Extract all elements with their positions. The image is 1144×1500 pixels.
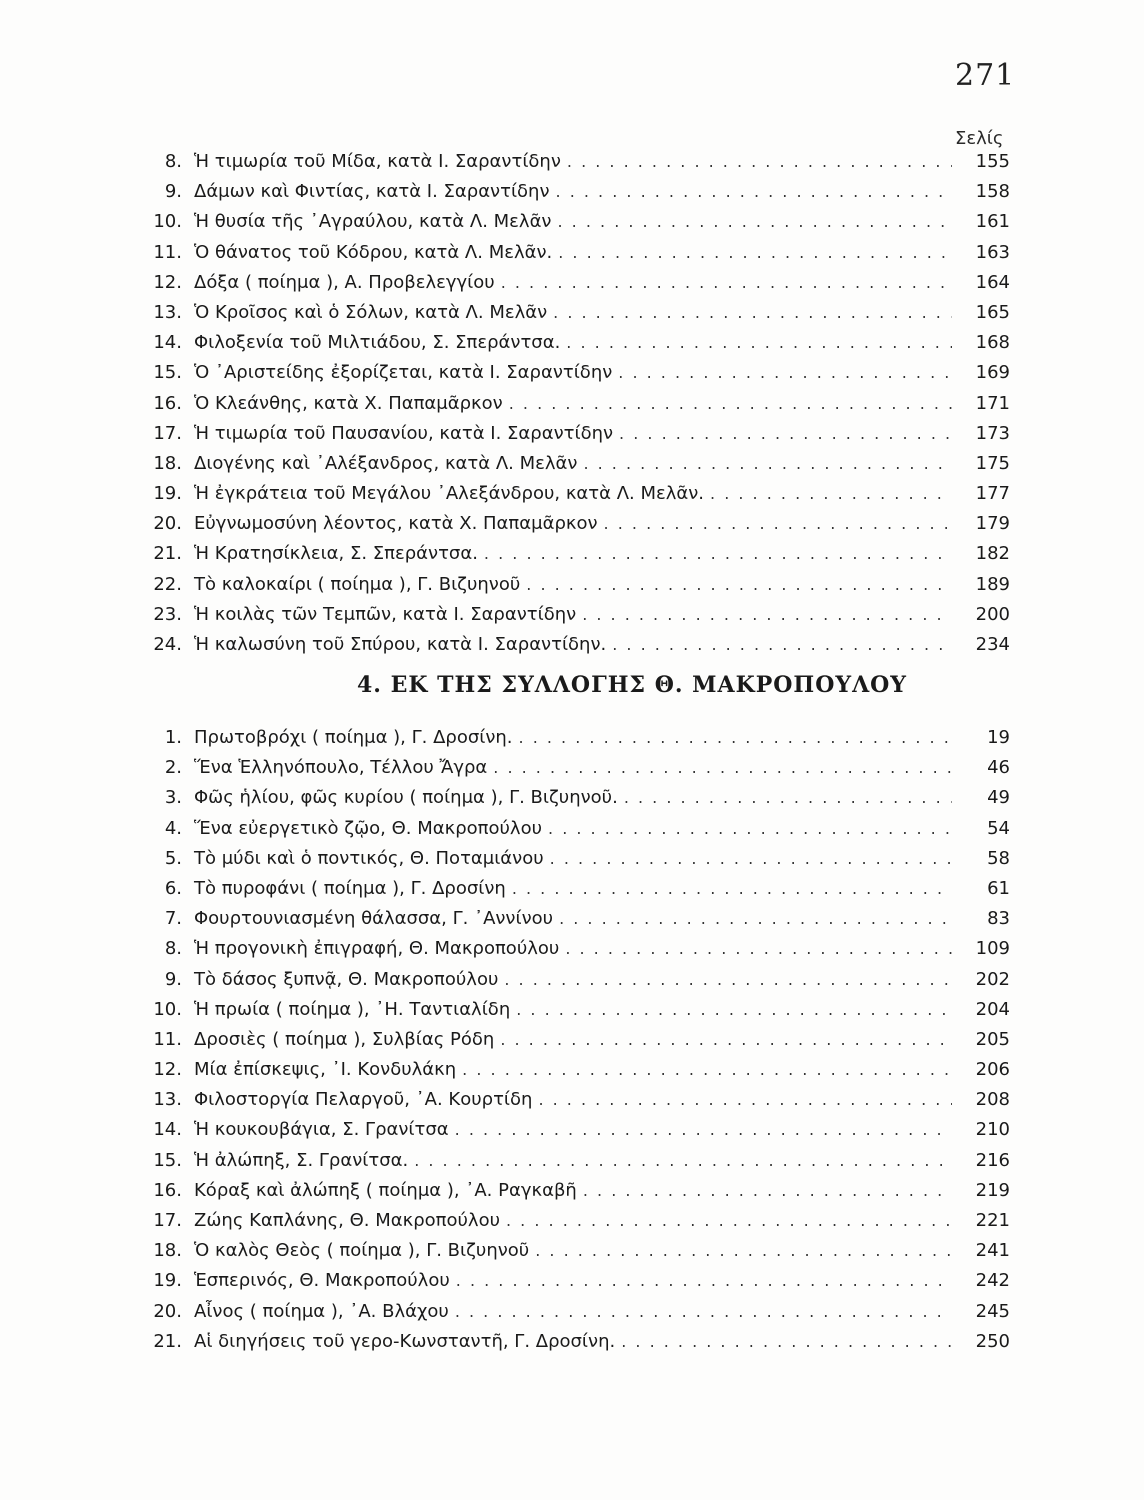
toc-entry-title: Ἡ κουκουβάγια, Σ. Γρανίτσα xyxy=(194,1119,449,1141)
toc-entry xyxy=(150,358,1010,388)
toc-entry-page: 164 xyxy=(975,271,1010,293)
toc-entry xyxy=(150,844,1010,874)
toc-entry-number: 14. xyxy=(153,1119,182,1141)
dot-leader xyxy=(506,1206,952,1236)
dot-leader xyxy=(556,177,952,207)
dot-leader xyxy=(619,419,952,449)
toc-entry-number: 8. xyxy=(164,151,182,172)
dot-leader xyxy=(462,1055,952,1085)
toc-entry xyxy=(150,630,1010,660)
toc-entry xyxy=(150,539,1010,569)
dot-leader xyxy=(526,570,952,600)
toc-entry-page: 200 xyxy=(975,603,1010,625)
toc-entry-number: 6. xyxy=(164,877,182,899)
toc-entry-page: 158 xyxy=(975,181,1010,203)
dot-leader xyxy=(500,1025,952,1055)
toc-entry-title: Τὸ πυροφάνι ( ποίημα ), Γ. Δροσίνη xyxy=(194,877,506,899)
dot-leader xyxy=(519,723,952,753)
toc-entry-title: Φῶς ἡλίου, φῶς κυρίου ( ποίημα ), Γ. Βιζυηνοῦ. xyxy=(194,787,618,809)
toc-entry-page: 234 xyxy=(975,634,1010,655)
toc-entry-title: Δόξα ( ποίημα ), Α. Προβελεγγίου xyxy=(194,271,495,293)
toc-entry-title: Ἕνα Ἑλληνόπουλο, Τέλλου Ἄγρα xyxy=(194,757,488,779)
toc-entry xyxy=(150,874,1010,904)
toc-entry-page: 204 xyxy=(975,998,1010,1020)
dot-leader xyxy=(455,1297,952,1327)
toc-entry-title: Τὸ μύδι καὶ ὁ ποντικός, Θ. Ποταμιάνου xyxy=(194,847,544,869)
toc-entry-number: 16. xyxy=(153,1179,182,1201)
toc-entry xyxy=(150,934,1010,964)
toc-entry-number: 4. xyxy=(164,817,182,839)
toc-entry-title: Ἡ θυσία τῆς ᾿Αγραύλου, κατὰ Λ. Μελᾶν xyxy=(194,211,552,233)
dot-leader xyxy=(558,238,952,268)
toc-entry-page: 61 xyxy=(987,877,1010,899)
toc-entry-number: 20. xyxy=(153,1300,182,1322)
toc-entry xyxy=(150,268,1010,298)
toc-entry xyxy=(150,1236,1010,1266)
dot-leader xyxy=(535,1236,952,1266)
toc-entry-title: Αἱ διηγήσεις τοῦ γερο-Κωνσταντῆ, Γ. Δροσίνη. xyxy=(194,1330,616,1352)
toc-entry-title: Ὁ Κροῖσος καὶ ὁ Σόλων, κατὰ Λ. Μελᾶν xyxy=(194,301,548,323)
toc-entry-title: Δάμων καὶ Φιντίας, κατὰ Ι. Σαραντίδην xyxy=(194,181,550,203)
toc-entry-number: 9. xyxy=(164,968,182,990)
toc-entry-number: 19. xyxy=(153,483,182,505)
toc-entry xyxy=(150,904,1010,934)
toc-section-a xyxy=(150,147,1010,660)
toc-entry-number: 10. xyxy=(153,998,182,1020)
dot-leader xyxy=(484,539,952,569)
dot-leader xyxy=(550,844,952,874)
dot-leader xyxy=(583,449,952,479)
toc-entry-page: 171 xyxy=(975,392,1010,414)
dot-leader xyxy=(509,389,952,419)
toc-entry-title: Δροσιὲς ( ποίημα ), Συλβίας Ρόδη xyxy=(194,1028,495,1050)
toc-entry-title: Ἡ ἐγκράτεια τοῦ Μεγάλου ᾿Αλεξάνδρου, κατὰ Λ. Μελᾶν. xyxy=(194,483,705,505)
toc-entry xyxy=(150,1025,1010,1055)
toc-entry-page: 109 xyxy=(975,938,1010,960)
toc-entry-title: Ὁ καλὸς Θεὸς ( ποίημα ), Γ. Βιζυηνοῦ xyxy=(194,1240,530,1262)
dot-leader xyxy=(566,328,952,358)
dot-leader xyxy=(504,965,952,995)
dot-leader xyxy=(621,1327,952,1357)
toc-entry-title: Ἡ καλωσύνη τοῦ Σπύρου, κατὰ Ι. Σαραντίδην. xyxy=(194,634,607,655)
toc-entry xyxy=(150,814,1010,844)
toc-entry xyxy=(150,723,1010,753)
dot-leader xyxy=(558,207,953,237)
toc-entry xyxy=(150,449,1010,479)
toc-entry-number: 10. xyxy=(153,211,182,233)
dot-leader xyxy=(565,934,952,964)
toc-entry-number: 14. xyxy=(153,332,182,354)
toc-entry xyxy=(150,389,1010,419)
toc-entry-title: Πρωτοβρόχι ( ποίημα ), Γ. Δροσίνη. xyxy=(194,727,513,748)
toc-entry xyxy=(150,509,1010,539)
toc-entry-title: Διογένης καὶ ᾿Αλέξανδρος, κατὰ Λ. Μελᾶν xyxy=(194,452,578,474)
toc-entry xyxy=(150,1327,1010,1357)
toc-entry-number: 20. xyxy=(153,513,182,535)
toc-entry-page: 221 xyxy=(975,1210,1010,1231)
dot-leader xyxy=(493,753,952,783)
toc-entry-title: Αἶνος ( ποίημα ), ᾿Α. Βλάχου xyxy=(194,1300,449,1322)
toc-entry-number: 21. xyxy=(153,1330,182,1352)
dot-leader xyxy=(548,814,952,844)
toc-entry-page: 19 xyxy=(987,727,1010,748)
toc-entry-number: 9. xyxy=(164,181,182,203)
toc-entry xyxy=(150,1115,1010,1145)
toc-entry xyxy=(150,995,1010,1025)
toc-entry xyxy=(150,298,1010,328)
toc-entry-page: 210 xyxy=(975,1119,1010,1141)
dot-leader xyxy=(582,600,952,630)
toc-entry-title: Τὸ καλοκαίρι ( ποίημα ), Γ. Βιζυηνοῦ xyxy=(194,573,521,595)
dot-leader xyxy=(456,1266,952,1296)
toc-entry xyxy=(150,207,1010,237)
toc-entry-number: 17. xyxy=(153,1210,182,1231)
dot-leader xyxy=(612,630,952,660)
toc-section-b xyxy=(150,723,1010,1357)
toc-entry xyxy=(150,1085,1010,1115)
dot-leader xyxy=(414,1146,952,1176)
toc-entry-page: 169 xyxy=(975,362,1010,384)
toc-entry-number: 21. xyxy=(153,543,182,565)
toc-entry-number: 15. xyxy=(153,1149,182,1171)
toc-entry-number: 11. xyxy=(153,1028,182,1050)
toc-entry-page: 175 xyxy=(975,452,1010,474)
toc-entry-title: Φιλοστοργία Πελαργοῦ, ᾿Α. Κουρτίδη xyxy=(194,1089,533,1111)
toc-entry-page: 202 xyxy=(975,968,1010,990)
toc-entry-page: 161 xyxy=(975,211,1010,233)
toc-entry xyxy=(150,1266,1010,1296)
toc-entry-title: Ἡ προγονικὴ ἐπιγραφή, Θ. Μακροπούλου xyxy=(194,938,560,960)
toc-entry-number: 2. xyxy=(164,757,182,779)
toc-entry-page: 182 xyxy=(975,543,1010,565)
toc-entry-title: Φιλοξενία τοῦ Μιλτιάδου, Σ. Σπεράντσα. xyxy=(194,332,561,354)
toc-entry xyxy=(150,147,1010,177)
toc-entry-title: Ἕνα εὐεργετικὸ ζῷο, Θ. Μακροπούλου xyxy=(194,817,543,839)
toc-entry-title: Τὸ δάσος ξυπνᾷ, Θ. Μακροπούλου xyxy=(194,968,499,990)
toc-entry-page: 168 xyxy=(975,332,1010,354)
dot-leader xyxy=(501,268,952,298)
toc-entry xyxy=(150,570,1010,600)
toc-entry-number: 17. xyxy=(153,422,182,444)
toc-entry-page: 163 xyxy=(975,241,1010,263)
toc-entry-number: 24. xyxy=(153,634,182,655)
toc-entry-title: Φουρτουνιασμένη θάλασσα, Γ. ᾿Αννίνου xyxy=(194,908,554,930)
toc-entry-number: 18. xyxy=(153,452,182,474)
toc-entry-number: 12. xyxy=(153,1059,182,1081)
toc-entry-page: 165 xyxy=(975,301,1010,323)
toc-entry-page: 155 xyxy=(975,151,1010,172)
toc-entry-title: Εὐγνωμοσύνη λέοντος, κατὰ Χ. Παπαμᾶρκον xyxy=(194,513,598,535)
toc-entry-number: 12. xyxy=(153,271,182,293)
toc-entry-number: 3. xyxy=(164,787,182,809)
dot-leader xyxy=(559,904,952,934)
toc-entry-page: 49 xyxy=(987,787,1010,809)
toc-entry-number: 23. xyxy=(153,603,182,625)
toc-entry-title: Μία ἐπίσκεψις, ᾿Ι. Κονδυλάκη xyxy=(194,1059,457,1081)
toc-entry-number: 13. xyxy=(153,1089,182,1111)
section-heading: 4. ΕΚ ΤΗΣ ΣΥΛΛΟΓΗΣ Θ. ΜΑΚΡΟΠΟΥΛΟΥ xyxy=(356,672,908,698)
toc-entry xyxy=(150,1176,1010,1206)
dot-leader xyxy=(618,358,952,388)
toc-entry-title: Ἡ τιμωρία τοῦ Παυσανίου, κατὰ Ι. Σαραντίδην xyxy=(194,422,614,444)
toc-entry-title: Ὁ ᾿Αριστείδης ἐξορίζεται, κατὰ Ι. Σαραντίδην xyxy=(194,362,613,384)
toc-entry xyxy=(150,1206,1010,1236)
toc-entry xyxy=(150,328,1010,358)
toc-entry xyxy=(150,1055,1010,1085)
toc-entry-title: Ὁ θάνατος τοῦ Κόδρου, κατὰ Λ. Μελᾶν. xyxy=(194,241,553,263)
toc-entry-page: 58 xyxy=(987,847,1010,869)
toc-entry-title: Ἡ τιμωρία τοῦ Μίδα, κατὰ Ι. Σαραντίδην xyxy=(194,151,561,172)
toc-entry-title: Ἡ πρωία ( ποίημα ), ᾿Η. Ταντιαλίδη xyxy=(194,998,511,1020)
toc-entry xyxy=(150,965,1010,995)
toc-entry-page: 219 xyxy=(975,1179,1010,1201)
toc-entry-number: 11. xyxy=(153,241,182,263)
toc-entry-number: 19. xyxy=(153,1270,182,1292)
toc-entry-number: 22. xyxy=(153,573,182,595)
toc-entry-title: Ἡ κοιλὰς τῶν Τεμπῶν, κατὰ Ι. Σαραντίδην xyxy=(194,603,577,625)
toc-entry-title: Ζώης Καπλάνης, Θ. Μακροπούλου xyxy=(194,1210,500,1231)
dot-leader xyxy=(455,1115,952,1145)
toc-entry-page: 54 xyxy=(987,817,1010,839)
dot-leader xyxy=(538,1085,952,1115)
toc-entry-title: Ἡ ἀλώπηξ, Σ. Γρανίτσα. xyxy=(194,1149,409,1171)
toc-entry-page: 173 xyxy=(975,422,1010,444)
toc-entry-page: 250 xyxy=(975,1330,1010,1352)
dot-leader xyxy=(710,479,952,509)
toc-entry xyxy=(150,600,1010,630)
toc-entry-number: 16. xyxy=(153,392,182,414)
page-column-header: Σελίς xyxy=(955,128,1004,149)
toc-entry-number: 8. xyxy=(164,938,182,960)
toc-entry xyxy=(150,1146,1010,1176)
dot-leader xyxy=(604,509,952,539)
toc-entry-page: 46 xyxy=(987,757,1010,779)
toc-entry-page: 216 xyxy=(975,1149,1010,1171)
toc-entry-number: 7. xyxy=(164,908,182,930)
toc-entry-page: 208 xyxy=(975,1089,1010,1111)
toc-entry-title: Ἡ Κρατησίκλεια, Σ. Σπεράντσα. xyxy=(194,543,478,565)
toc-entry-page: 245 xyxy=(975,1300,1010,1322)
toc-entry-page: 189 xyxy=(975,573,1010,595)
toc-entry xyxy=(150,238,1010,268)
toc-entry-number: 1. xyxy=(164,727,182,748)
toc-entry-number: 13. xyxy=(153,301,182,323)
dot-leader xyxy=(624,783,952,813)
dot-leader xyxy=(553,298,952,328)
toc-entry-page: 205 xyxy=(975,1028,1010,1050)
dot-leader xyxy=(567,147,952,177)
toc-entry-page: 179 xyxy=(975,513,1010,535)
page-number: 271 xyxy=(955,58,1016,93)
toc-entry-page: 206 xyxy=(975,1059,1010,1081)
dot-leader xyxy=(516,995,952,1025)
toc-entry xyxy=(150,479,1010,509)
toc-entry xyxy=(150,177,1010,207)
toc-entry-title: Κόραξ καὶ ἀλώπηξ ( ποίημα ), ᾿Α. Ραγκαβῆ xyxy=(194,1179,577,1201)
toc-entry-page: 83 xyxy=(987,908,1010,930)
dot-leader xyxy=(512,874,952,904)
toc-entry-title: Ἑσπερινός, Θ. Μακροπούλου xyxy=(194,1270,450,1292)
toc-entry xyxy=(150,753,1010,783)
toc-entry-number: 18. xyxy=(153,1240,182,1262)
toc-entry-number: 5. xyxy=(164,847,182,869)
toc-entry-title: Ὁ Κλεάνθης, κατὰ Χ. Παπαμᾶρκον xyxy=(194,392,503,414)
dot-leader xyxy=(583,1176,952,1206)
toc-entry-page: 242 xyxy=(975,1270,1010,1292)
toc-entry xyxy=(150,783,1010,813)
toc-entry-page: 177 xyxy=(975,483,1010,505)
toc-entry xyxy=(150,419,1010,449)
toc-entry-number: 15. xyxy=(153,362,182,384)
toc-entry-page: 241 xyxy=(975,1240,1010,1262)
toc-entry xyxy=(150,1297,1010,1327)
